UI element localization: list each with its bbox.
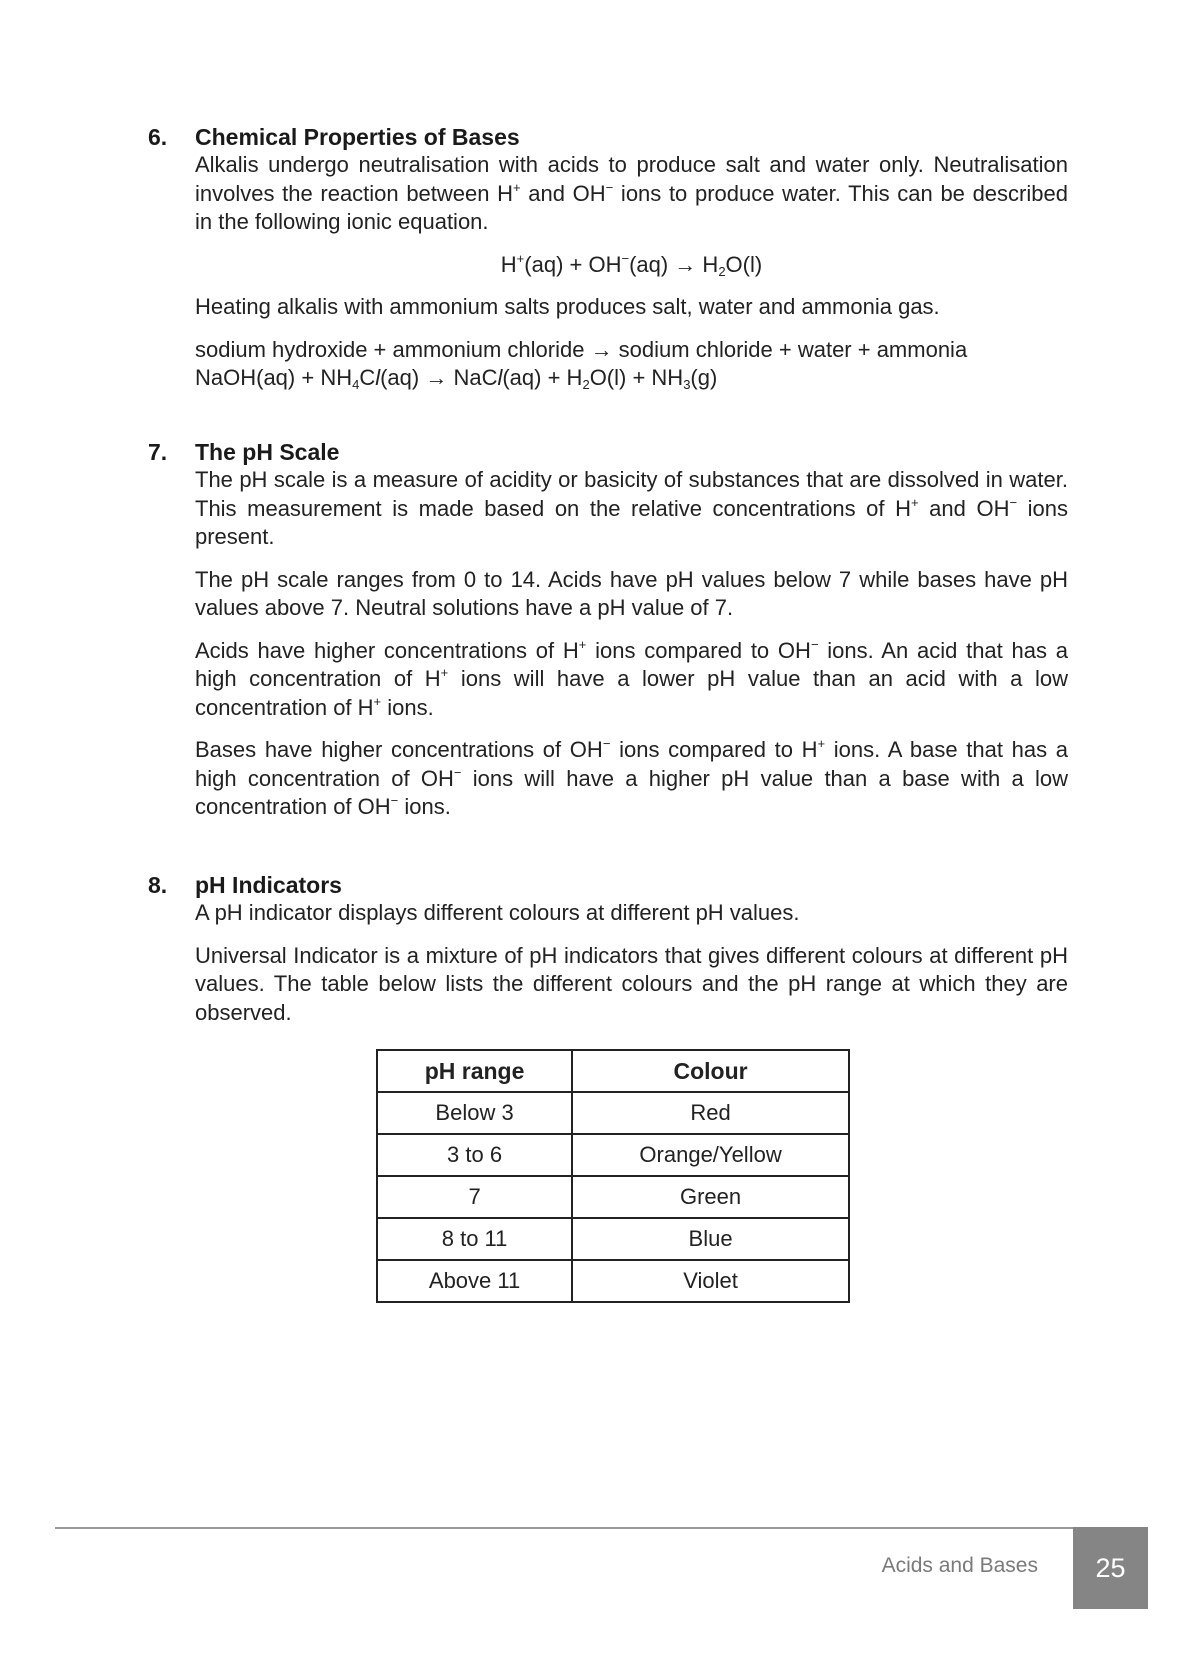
paragraph: Bases have higher concentrations of OH− ions compared to H+ ions. A base that has a high concentration of OH− ions will have a higher pH value than a base with a low concentration of OH− ions.	[195, 736, 1068, 819]
table-row	[377, 1260, 849, 1302]
paragraph: Heating alkalis with ammonium salts produces salt, water and ammonia gas.	[195, 294, 940, 319]
paragraph: Acids have higher concentrations of H+ ions compared to OH− ions. An acid that has a high concentration of H+ ions will have a lower pH value than an acid with a low concentration of H+ ions.	[195, 636, 1068, 720]
section-title: Chemical Properties of Bases	[195, 124, 520, 150]
ph-range-cell: Above 11	[377, 1260, 572, 1302]
paragraph: The pH scale ranges from 0 to 14. Acids have pH values below 7 while bases have pH values above 7. Neutral solutions have a pH value of 7.	[195, 566, 1068, 620]
section-body	[195, 899, 1068, 1027]
ph-range-cell: 3 to 6	[377, 1134, 572, 1176]
colour-cell: Blue	[572, 1218, 849, 1260]
section-title: The pH Scale	[195, 439, 340, 465]
footer-divider	[55, 1527, 1073, 1529]
colour-cell: Green	[572, 1176, 849, 1218]
section-body	[195, 151, 1068, 393]
section-ph-indicators	[148, 871, 1068, 1027]
section-title: pH Indicators	[195, 872, 342, 898]
paragraph: The pH scale is a measure of acidity or basicity of substances that are dissolved in water. This measurement is made based on the relative concentrations of H+ and OH− ions present.	[195, 467, 1068, 549]
footer-chapter-title: Acids and Bases	[881, 1554, 1038, 1577]
word-equation: sodium hydroxide + ammonium chloride → sodium chloride + water + ammonia NaOH(aq) + $NH_4Cl(aq)$ → NaCl(aq) + $H_2O(l) + NH_3(g)$	[195, 336, 968, 392]
table-row	[377, 1092, 849, 1134]
table-row	[377, 1134, 849, 1176]
paragraph: Alkalis undergo neutralisation with acids to produce salt and water only. Neutralisation involves the reaction between H+ and OH− ions to produce water. This can be described in the following ionic equation.	[195, 152, 1068, 234]
ph-range-cell: 7	[377, 1176, 572, 1218]
section-number: 8.	[148, 872, 168, 898]
section-chemical-properties-of-bases	[148, 123, 1068, 393]
table-header-row	[377, 1050, 849, 1092]
page-number: 25	[1073, 1527, 1148, 1609]
ionic-equation: $H^+(aq) + OH^-(aq) \to H_2O(l)$	[500, 250, 763, 279]
section-heading	[148, 123, 1068, 151]
colour-cell: Violet	[572, 1260, 849, 1302]
colour-cell: Orange/Yellow	[572, 1134, 849, 1176]
table-row	[377, 1176, 849, 1218]
column-header: Colour	[572, 1050, 849, 1092]
paragraph: A pH indicator displays different colours at different pH values.	[195, 900, 800, 925]
section-body	[195, 466, 1068, 822]
section-number: 7.	[148, 439, 168, 465]
column-header: pH range	[377, 1050, 572, 1092]
section-heading	[148, 871, 1068, 899]
ph-range-cell: Below 3	[377, 1092, 572, 1134]
ph-colour-table	[376, 1049, 850, 1303]
colour-cell: Red	[572, 1092, 849, 1134]
table-row	[377, 1218, 849, 1260]
section-number: 6.	[148, 124, 168, 150]
section-heading	[148, 438, 1068, 466]
ph-range-cell: 8 to 11	[377, 1218, 572, 1260]
section-ph-scale	[148, 438, 1068, 822]
paragraph: Universal Indicator is a mixture of pH indicators that gives different colours at different pH values. The table below lists the different colours and the pH range at which they are observed.	[195, 942, 1068, 1025]
